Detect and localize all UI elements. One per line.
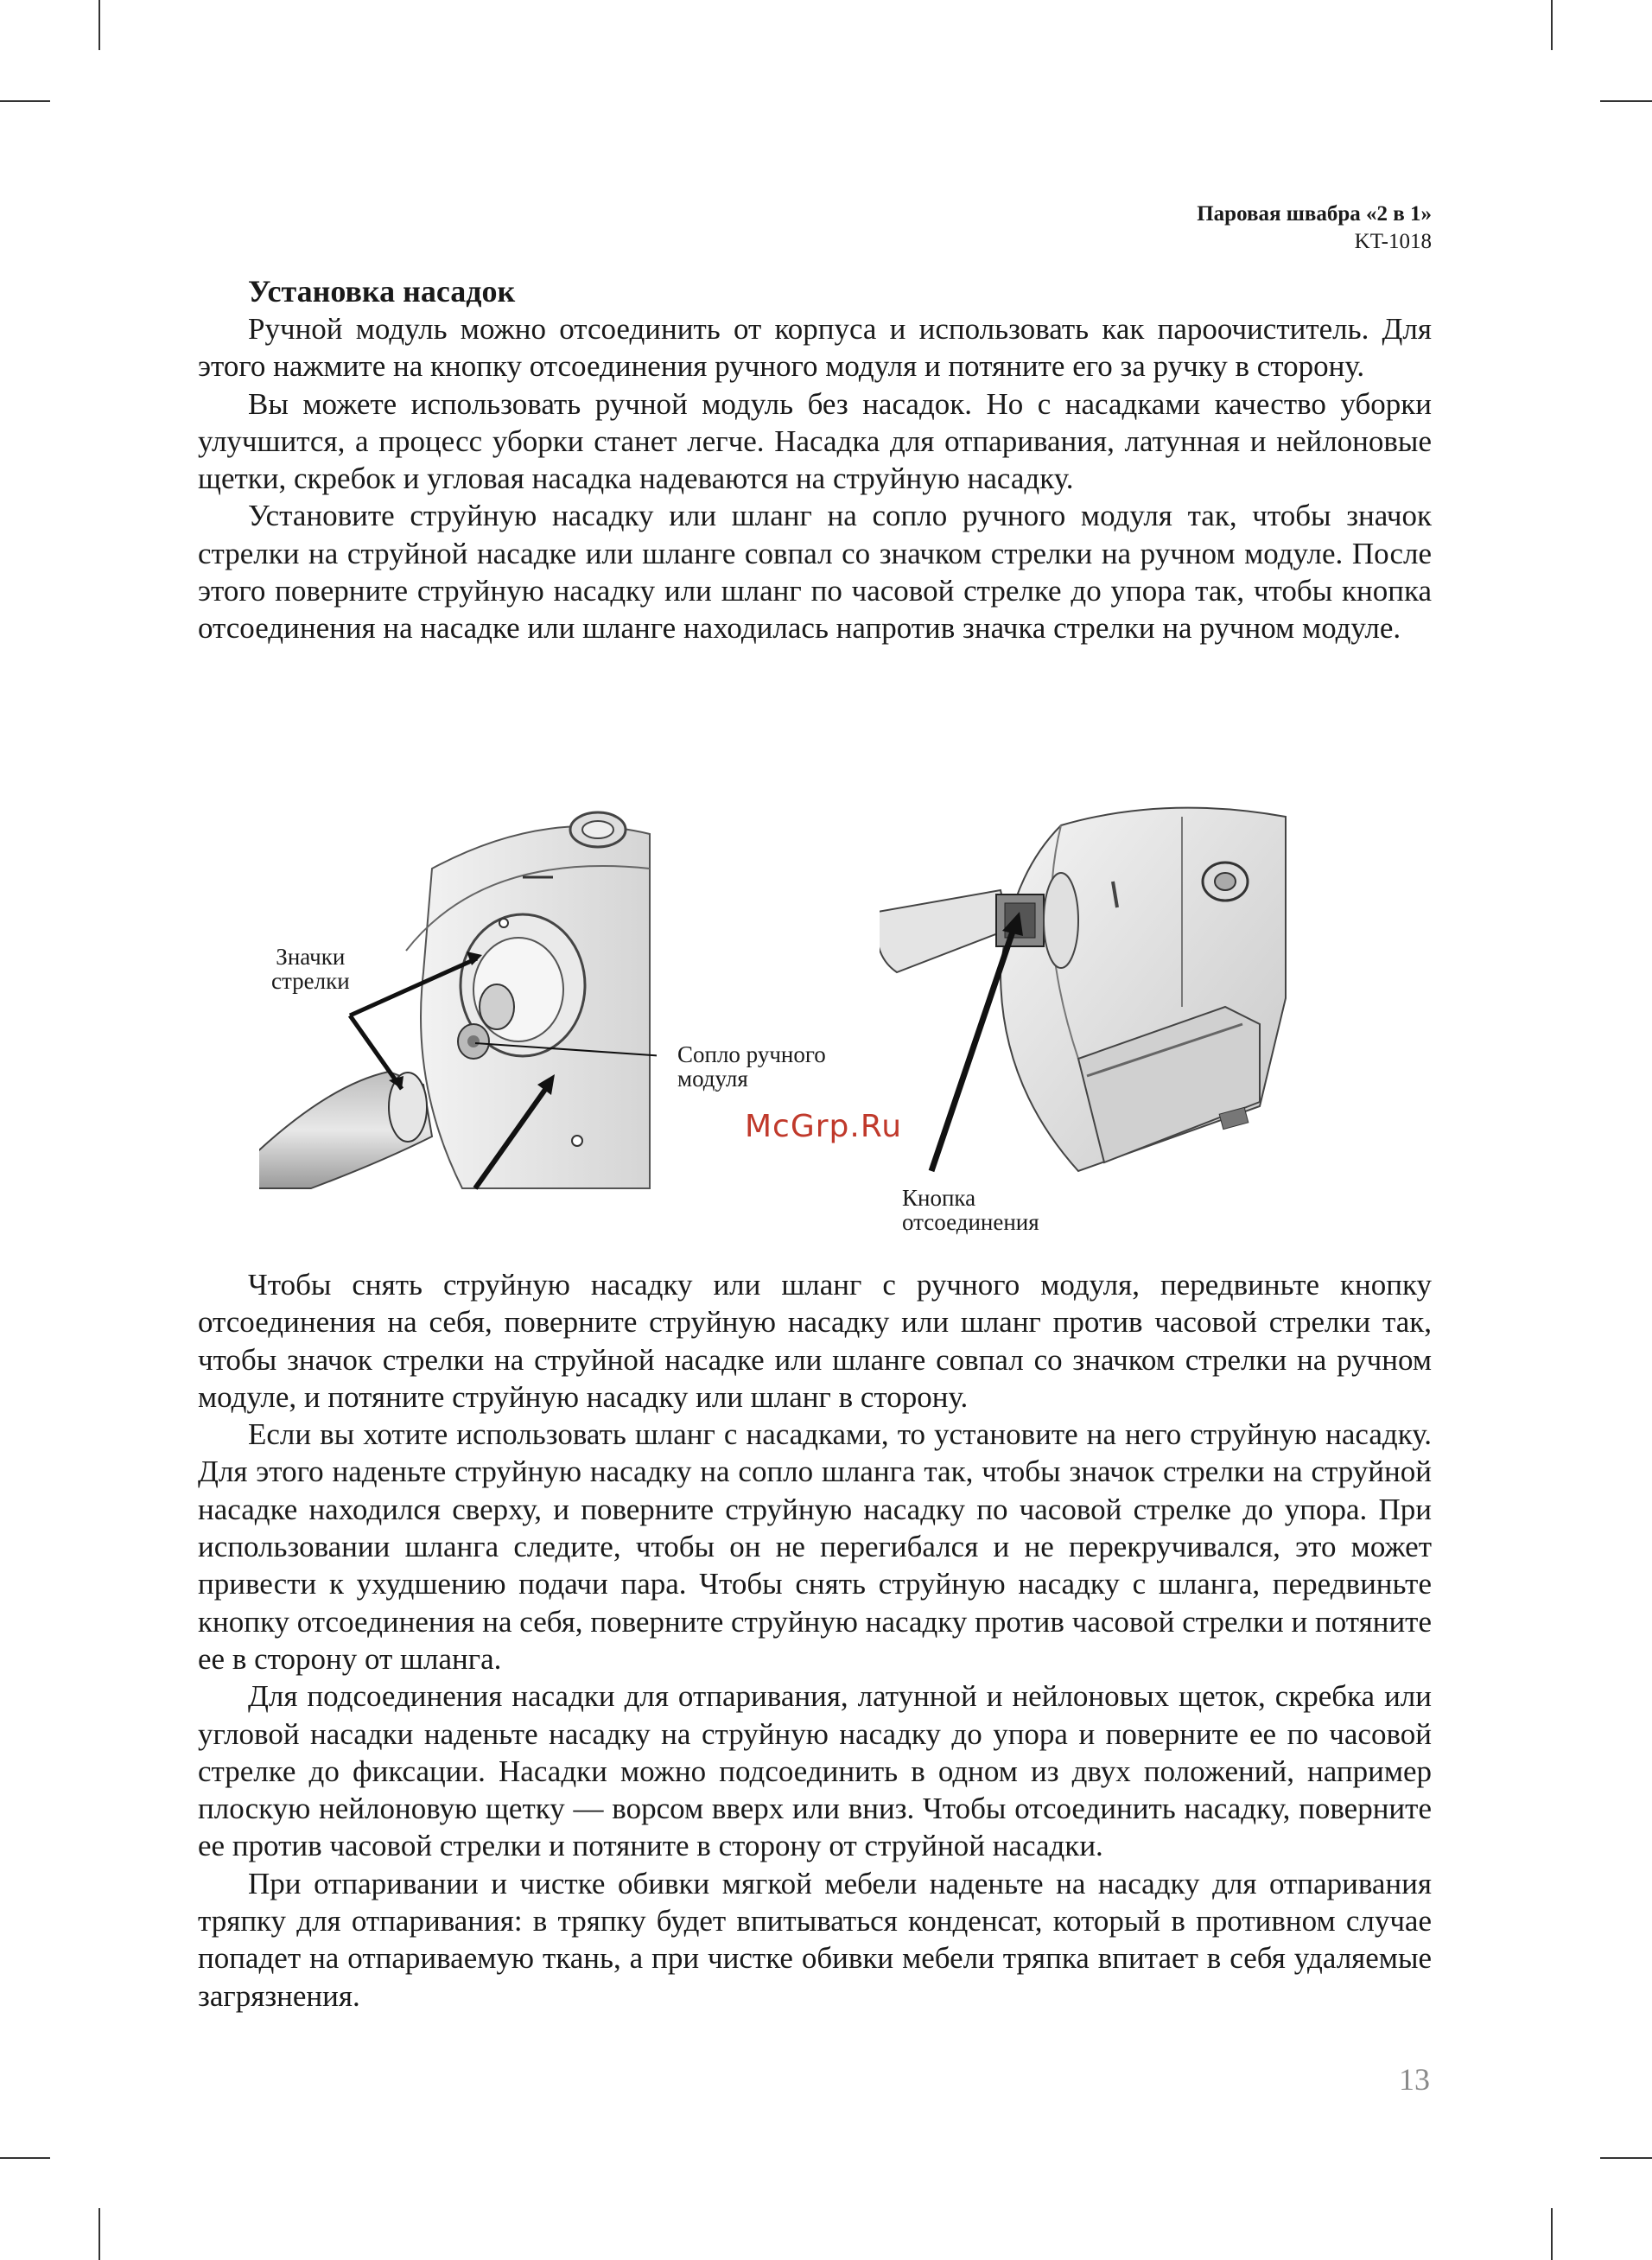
crop-mark (0, 2157, 50, 2159)
callout-module-nozzle (677, 1042, 826, 1091)
crop-mark (1551, 2208, 1553, 2260)
callout-release-button (902, 1186, 1039, 1234)
crop-mark (1551, 0, 1553, 50)
callout-text: стрелки (271, 968, 350, 994)
figure-nozzle-installation (259, 799, 657, 1197)
callout-text: Значки (276, 944, 346, 970)
callout-text: Кнопка (902, 1185, 976, 1211)
paragraph: Ручной модуль можно отсоединить от корпуса и использовать как пароочиститель. Для этого нажмите на кнопку отсоединения ручного модуля и потяните его за ручку в сторону. (198, 312, 1432, 384)
paragraph: Вы можете использовать ручной модуль без насадок. Но с насадками качество уборки улучшится, а процесс уборки станет легче. Насадка для отпаривания, латунная и нейлоновые щетки, скребок и угловая насадка надеваются на струйную насадку. (198, 386, 1432, 496)
paragraph: Чтобы снять струйную насадку или шланг с ручного модуля, передвиньте кнопку отсоединения на себя, поверните струйную насадку или шланг против часовой стрелки так, чтобы значок стрелки на струйной насадке или шланге совпал со значком стрелки на ручном модуле, и потяните струйную насадку или шланг в сторону. (198, 1268, 1432, 1414)
crop-mark (0, 100, 50, 102)
callout-text: Сопло ручного (677, 1041, 826, 1067)
model-number: KT-1018 (1354, 230, 1432, 253)
product-title: Паровая швабра «2 в 1» (1197, 202, 1432, 226)
running-header (1197, 201, 1432, 256)
callout-text: отсоединения (902, 1209, 1039, 1235)
page-number: 13 (1399, 2062, 1430, 2097)
section-bottom (198, 1266, 1432, 2015)
paragraph: Для подсоединения насадки для отпаривания, латунной и нейлоновых щеток, скребка или угловой насадки наденьте насадку на струйную насадку до упора и поверните ее по часовой стрелке до фиксации. Насадки можно подсоединить в одном из двух положений, например плоскую нейлоновую щетку — ворсом вверх или вниз. Чтобы отсоединить насадку, поверните ее против часовой стрелки и потяните в сторону от струйной насадки. (198, 1679, 1432, 1863)
crop-mark (98, 0, 100, 50)
crop-mark (1600, 2157, 1652, 2159)
watermark: McGrp.Ru (745, 1109, 903, 1144)
callout-text: модуля (677, 1066, 748, 1092)
paragraph: Установите струйную насадку или шланг на сопло ручного модуля так, чтобы значок стрелки на струйной насадке или шланге совпал со значком стрелки на ручном модуле. После этого поверните струйную насадку или шланг по часовой стрелке до упора так, чтобы кнопка отсоединения на насадке или шланге находилась напротив значка стрелки на ручном модуле. (198, 499, 1432, 646)
paragraph: При отпаривании и чистке обивки мягкой мебели наденьте на насадку для отпаривания тряпку для отпаривания: в тряпку будет впитываться конденсат, который в противном случае попадет на отпариваемую ткань, а при чистке обивки мебели тряпка впитает в себя удаляемые загрязнения. (198, 1866, 1432, 2013)
crop-mark (1600, 100, 1652, 102)
crop-mark (98, 2208, 100, 2260)
paragraph: Если вы хотите использовать шланг с насадками, то установите на него струйную насадку. Для этого наденьте струйную насадку на сопло шланга так, чтобы значок стрелки на струйной насадке находился сверху, и поверните струйную насадку по часовой стрелке до упора. При использовании шланга следите, чтобы он не перегибался и не перекручивался, это может привести к ухудшению подачи пара. Чтобы снять струйную насадку с шланга, передвиньте кнопку отсоединения на себя, поверните струйную насадку против часовой стрелки и потяните ее в сторону от шланга. (198, 1417, 1432, 1676)
callout-arrow-marks (271, 945, 350, 993)
section-top (198, 272, 1432, 647)
figure-release-button (880, 799, 1312, 1180)
section-heading: Установка насадок (248, 274, 516, 309)
